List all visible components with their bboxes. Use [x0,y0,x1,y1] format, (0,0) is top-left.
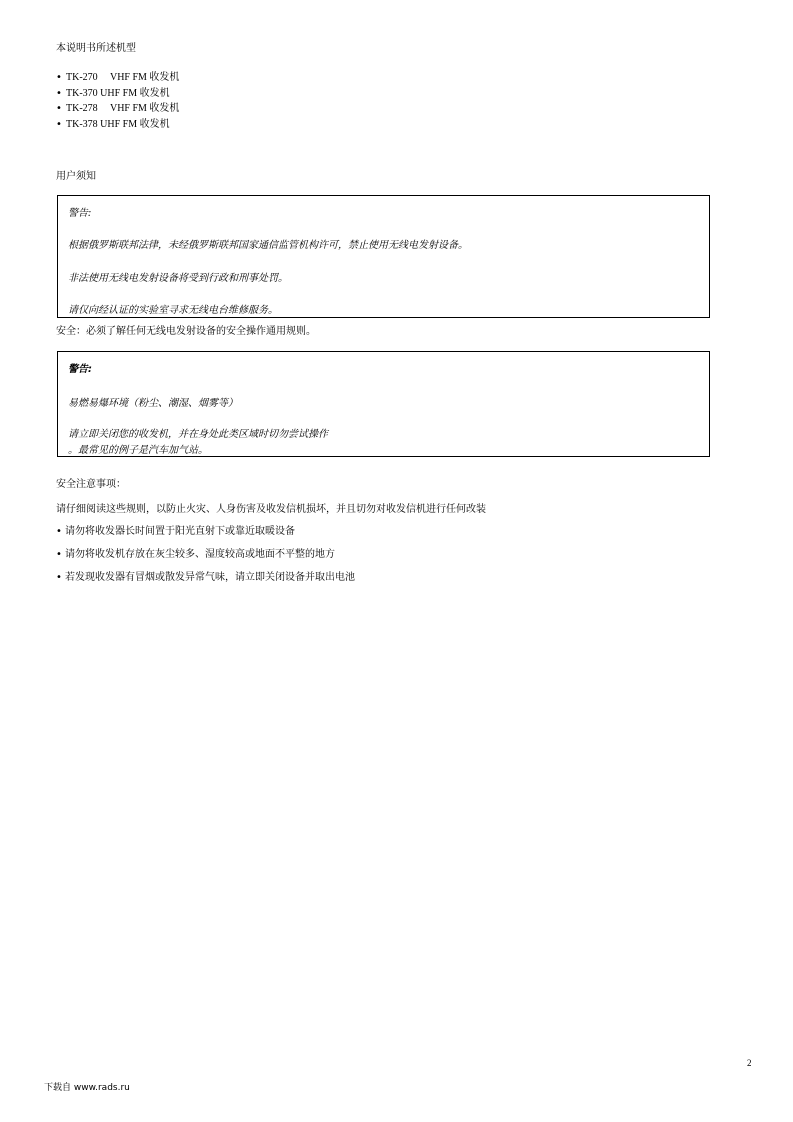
model-item: • TK-278 VHF FM 收发机 [56,101,179,117]
warning-box-explosive [57,351,710,457]
precaution-text: 请勿将收发器长时间置于阳光直射下或靠近取暖设备 [65,526,295,537]
bullet-icon: • [56,549,62,560]
user-notice-heading: 用户须知 [56,171,96,182]
warning-text: 请仅向经认证的实验室寻求无线电台维修服务。 [68,305,278,316]
warning-text: 。最常见的例子是汽车加气站。 [68,445,208,456]
precaution-item [56,522,295,537]
models-heading: 本说明书所述机型 [56,43,136,54]
warning-text: 根据俄罗斯联邦法律，未经俄罗斯联邦国家通信监管机构许可，禁止使用无线电发射设备。 [68,240,468,251]
precautions-intro: 请仔细阅读这些规则，以防止火灾、人身伤害及收发信机损坏，并且切勿对收发信机进行任何改装 [56,504,486,515]
precaution-text: 请勿将收发机存放在灰尘较多、湿度较高或地面不平整的地方 [65,549,335,560]
model-item: • TK-378 UHF FM 收发机 [56,117,179,133]
model-item: • TK-370 UHF FM 收发机 [56,86,179,102]
warning-title: 警告: [68,208,92,219]
precautions-heading: 安全注意事项： [56,479,126,490]
precaution-item [56,545,335,560]
footer-source: 下载自 www.rads.ru [44,1083,130,1093]
warning-text: 易燃易爆环境（粉尘、潮湿、烟雾等） [68,398,238,409]
warning-box-legal [57,195,710,318]
precaution-item [56,568,355,583]
bullet-icon: • [56,572,62,583]
page-number: 2 [747,1058,752,1068]
precaution-text: 若发现收发器有冒烟或散发异常气味，请立即关闭设备并取出电池 [65,572,355,583]
model-list [56,70,179,132]
warning-text: 请立即关闭您的收发机，并在身处此类区域时切勿尝试操作 [68,429,328,440]
warning-text: 非法使用无线电发射设备将受到行政和刑事处罚。 [68,273,288,284]
model-item: • TK-270 VHF FM 收发机 [56,70,179,86]
warning-title: 警告: [68,364,92,375]
safety-rule-line: 安全：必须了解任何无线电发射设备的安全操作通用规则。 [56,326,316,337]
bullet-icon: • [56,526,62,537]
